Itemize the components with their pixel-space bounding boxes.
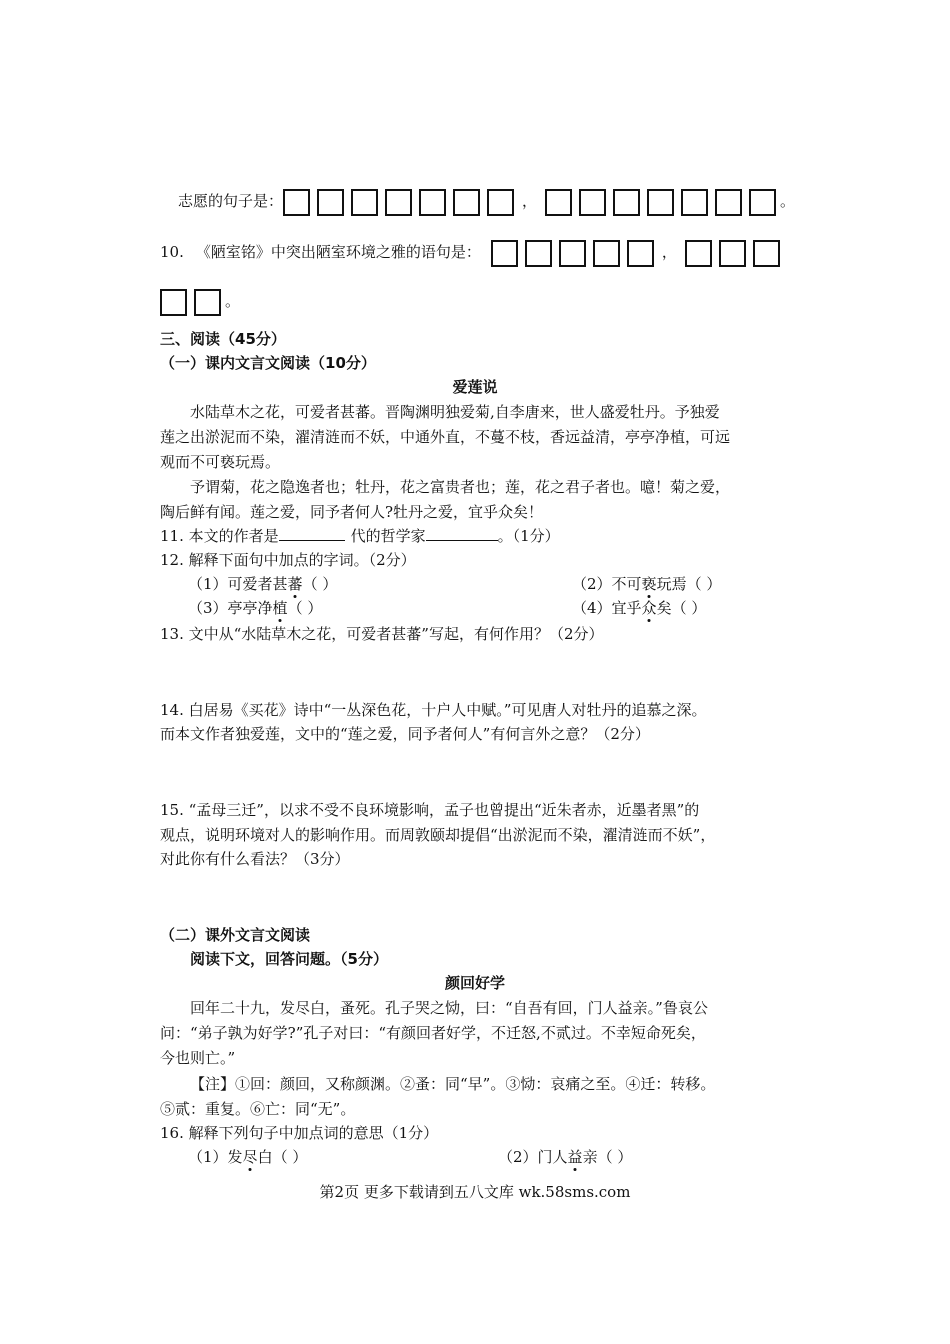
para1-line3: 观而不可亵玩焉。 (160, 453, 281, 471)
part2-instruction: 阅读下文，回答问题。（5分） (190, 950, 388, 968)
para1-line2: 莲之出淤泥而不染，濯清涟而不妖，中通外直，不蔓不枝，香远益清，亭亭净植，可远 (160, 428, 731, 446)
q15-line2: 观点，说明环境对人的影响作用。而周敦颐却提倡“出淤泥而不染，濯清涟而不妖”， (160, 826, 716, 844)
q14-line2: 而本文作者独爱莲，文中的“莲之爱，同予者何人”有何言外之意？（2分） (160, 725, 650, 743)
para2-line2: 陶后鲜有闻。莲之爱，同予者何人?牡丹之爱，宜乎众矣！ (160, 503, 544, 521)
answer-boxes-1[interactable] (283, 189, 514, 216)
q11-blank-1[interactable] (279, 526, 345, 541)
yanhui-line2: 问：“弟子孰为好学?”孔子对曰：“有颜回者好学，不迁怒,不贰过。不幸短命死矣， (160, 1024, 706, 1042)
yanhui-line3: 今也则亡。” (160, 1049, 236, 1067)
q12: 12. 解释下面句中加点的字词。（2分） (160, 551, 416, 569)
q14-line1: 14. 白居易《买花》诗中“一丛深色花，十户人中赋。”可见唐人对牡丹的追慕之深。 (160, 701, 707, 719)
q15-line1: 15. “孟母三迁”，以求不受不良环境影响，孟子也曾提出“近朱者赤，近墨者黑”的 (160, 801, 700, 819)
q9-answer-line: 志愿的句子是： ， 。 (178, 186, 795, 216)
q16-item1: （1）发尽白（ ） (188, 1148, 308, 1166)
yanhui-line1: 回年二十九，发尽白，蚤死。孔子哭之恸，曰：“自吾有回，门人益亲。”鲁哀公 (190, 999, 708, 1017)
para1-line1: 水陆草木之花，可爱者甚蕃。晋陶渊明独爱菊,自李唐来，世人盛爱牡丹。予独爱 (190, 403, 720, 421)
q12-item1: （1）可爱者甚蕃（ ） (188, 575, 338, 593)
answer-boxes-3[interactable] (491, 240, 654, 267)
q11-blank-2[interactable] (426, 526, 498, 541)
q12-item4: （4）宜乎众矣（ ） (572, 599, 707, 617)
q16: 16. 解释下列句子中加点词的意思（1分） (160, 1124, 439, 1142)
q9-prefix: 志愿的句子是： (178, 192, 284, 210)
q12-item3: （3）亭亭净植（ ） (188, 599, 323, 617)
q11: 11. 本文的作者是 代的哲学家 。（1分） (160, 527, 560, 545)
section3-heading: 三、阅读（45分） (160, 330, 286, 348)
answer-boxes-2[interactable] (545, 189, 776, 216)
page-footer: 第2页 更多下载请到五八文库 wk.58sms.com (319, 1183, 631, 1201)
q12-item2: （2）不可亵玩焉（ ） (572, 575, 722, 593)
part1-heading: （一）课内文言文阅读（10分） (160, 354, 376, 372)
q13: 13. 文中从“水陆草木之花，可爱者甚蕃”写起，有何作用？（2分） (160, 625, 604, 643)
q10-line-cont: 。 (160, 286, 240, 316)
note-line2: ⑤贰：重复。⑥亡：同“无”。 (160, 1100, 356, 1118)
answer-boxes-4[interactable] (685, 240, 780, 267)
answer-boxes-5[interactable] (160, 289, 221, 316)
q15-line3: 对此你有什么看法？（3分） (160, 850, 350, 868)
q10-text: 《陋室铭》中突出陋室环境之雅的语句是： (195, 243, 481, 261)
part2-heading: （二）课外文言文阅读 (160, 926, 311, 944)
para2-line1: 予谓菊，花之隐逸者也；牡丹，花之富贵者也；莲，花之君子者也。噫！菊之爱， (190, 478, 731, 496)
essay-title-yanhui: 颜回好学 (444, 974, 505, 992)
q16-item2: （2）门人益亲（ ） (498, 1148, 633, 1166)
q10-line: 10. 《陋室铭》中突出陋室环境之雅的语句是： ， (160, 237, 780, 267)
essay-title-ailian: 爱莲说 (452, 378, 498, 396)
note-line1: 【注】①回：颜回，又称颜渊。②蚤：同“早”。③恸：哀痛之至。④迁：转移。 (190, 1075, 716, 1093)
